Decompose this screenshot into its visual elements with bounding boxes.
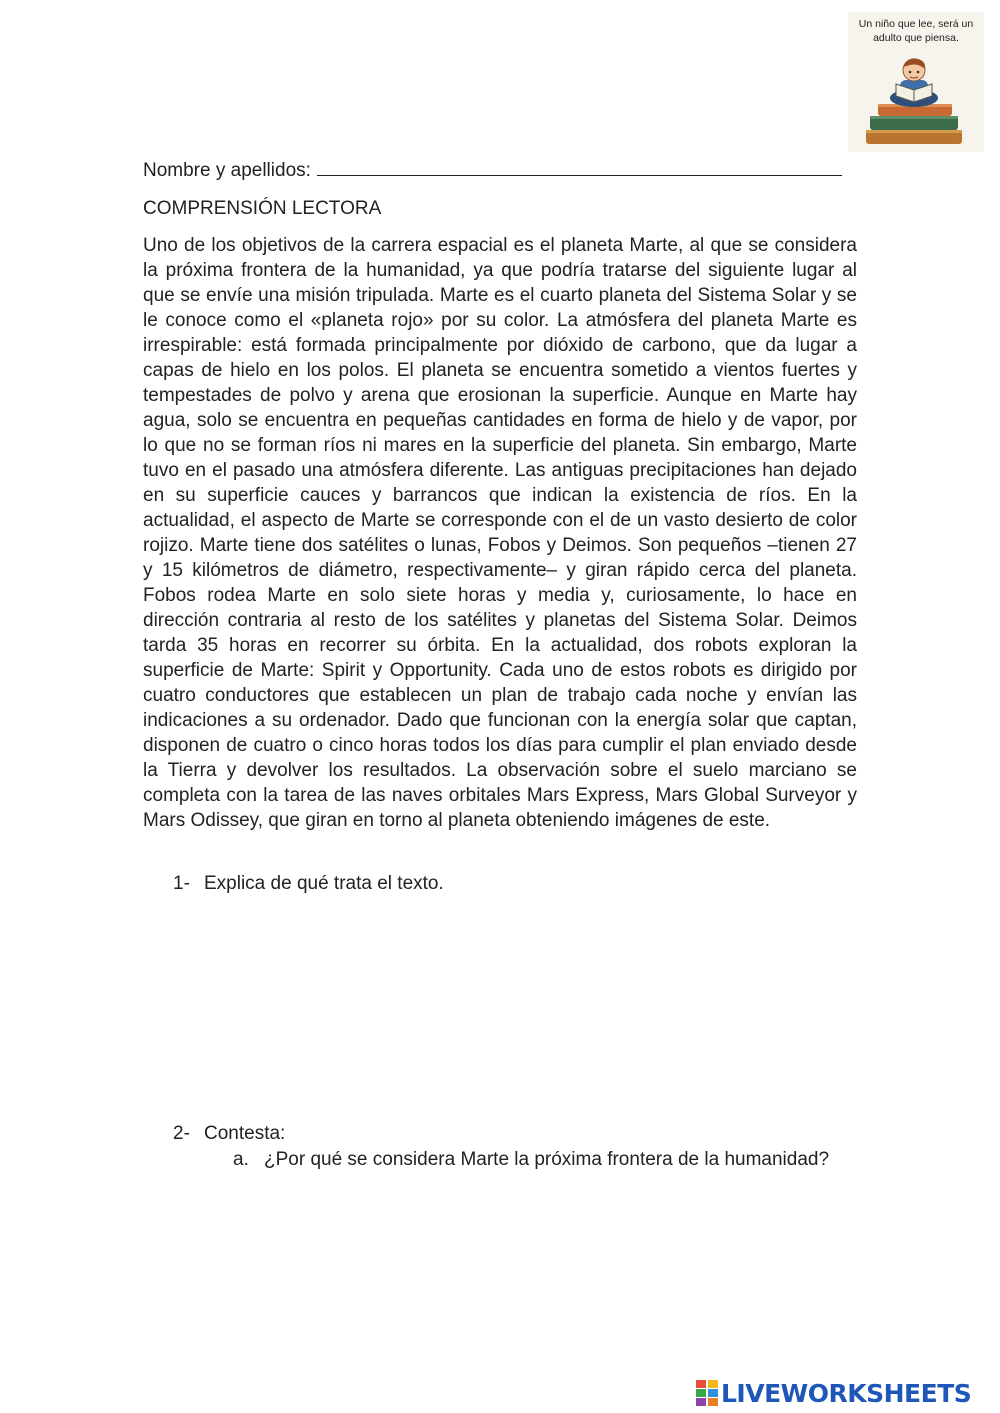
question-1: [173, 871, 444, 897]
question-2-text: Contesta:: [204, 1123, 286, 1144]
subquestion-2a: [233, 1147, 829, 1173]
quote-caption: [848, 17, 984, 45]
subquestion-2a-text: ¿Por qué se considera Marte la próxima frontera de la humanidad?: [264, 1149, 830, 1170]
quote-line-1: Un niño que lee, será un: [858, 18, 974, 30]
question-2-number: 2-: [173, 1123, 190, 1144]
name-answer-line[interactable]: [317, 156, 842, 176]
reading-passage: Uno de los objetivos de la carrera espacial es el planeta Marte, al que se considera la próxima frontera de la humanidad, ya que podría tratarse del siguiente lugar al que se envíe una misión tripulada. Marte es el cuarto planeta del Sistema Solar y se le conoce como el «planeta rojo» por su color. La atmósfera del planeta Marte es irrespirable: está formada principalmente por dióxido de carbono, que da lugar a capas de hielo en los polos. El planeta se encuentra sometido a vientos fuertes y tempestades de polvo y arena que erosionan la superficie. Aunque en Marte hay agua, solo se encuentra en pequeñas cantidades en forma de hielo y de vapor, por lo que no se forman ríos ni mares en la superficie del planeta. Sin embargo, Marte tuvo en el pasado una atmósfera diferente. Las antiguas precipitaciones han dejado en su superficie cauces y barrancos que indican la existencia de ríos. En la actualidad, el aspecto de Marte se corresponde con el de un vasto desierto de color rojizo. Marte tiene dos satélites o lunas, Fobos y Deimos. Son pequeños –tienen 27 y 15 kilómetros de diámetro, respectivamente– y giran rápido cerca del planeta. Fobos rodea Marte en solo siete horas y media y, curiosamente, lo hace en dirección contraria al resto de los satélites y planetas del Sistema Solar. Deimos tarda 35 horas en recorrer su órbita. En la actualidad, dos robots exploran la superficie de Marte: Spirit y Opportunity. Cada uno de estos robots es dirigido por cuatro conductores que establecen un plan de trabajo cada noche y envían las indicaciones a su ordenador. Dado que funcionan con la energía solar que captan, disponen de cuatro o cinco horas todos los días para cumplir el plan enviado desde la Tierra y devolver los resultados. La observación sobre el suelo marciano se completa con la tarea de las naves orbitales Mars Express, Mars Global Surveyor y Mars Odissey, que giran en torno al planeta obteniendo imágenes de este.: [143, 235, 857, 831]
liveworksheets-wordmark: LIVEWORKSHEETS: [721, 1378, 972, 1408]
question-1-text: Explica de qué trata el texto.: [204, 873, 444, 894]
question-2: [173, 1121, 285, 1147]
reading-child-illustration: [848, 12, 984, 152]
name-label: Nombre y apellidos:: [143, 160, 311, 181]
question-1-number: 1-: [173, 873, 190, 894]
name-row: [143, 156, 842, 184]
section-title: COMPRENSIÓN LECTORA: [143, 198, 382, 219]
liveworksheets-grid-icon: [696, 1380, 718, 1406]
quote-line-2: adulto que piensa.: [873, 32, 959, 44]
subquestion-2a-letter: a.: [233, 1149, 249, 1170]
liveworksheets-logo: [696, 1378, 971, 1408]
